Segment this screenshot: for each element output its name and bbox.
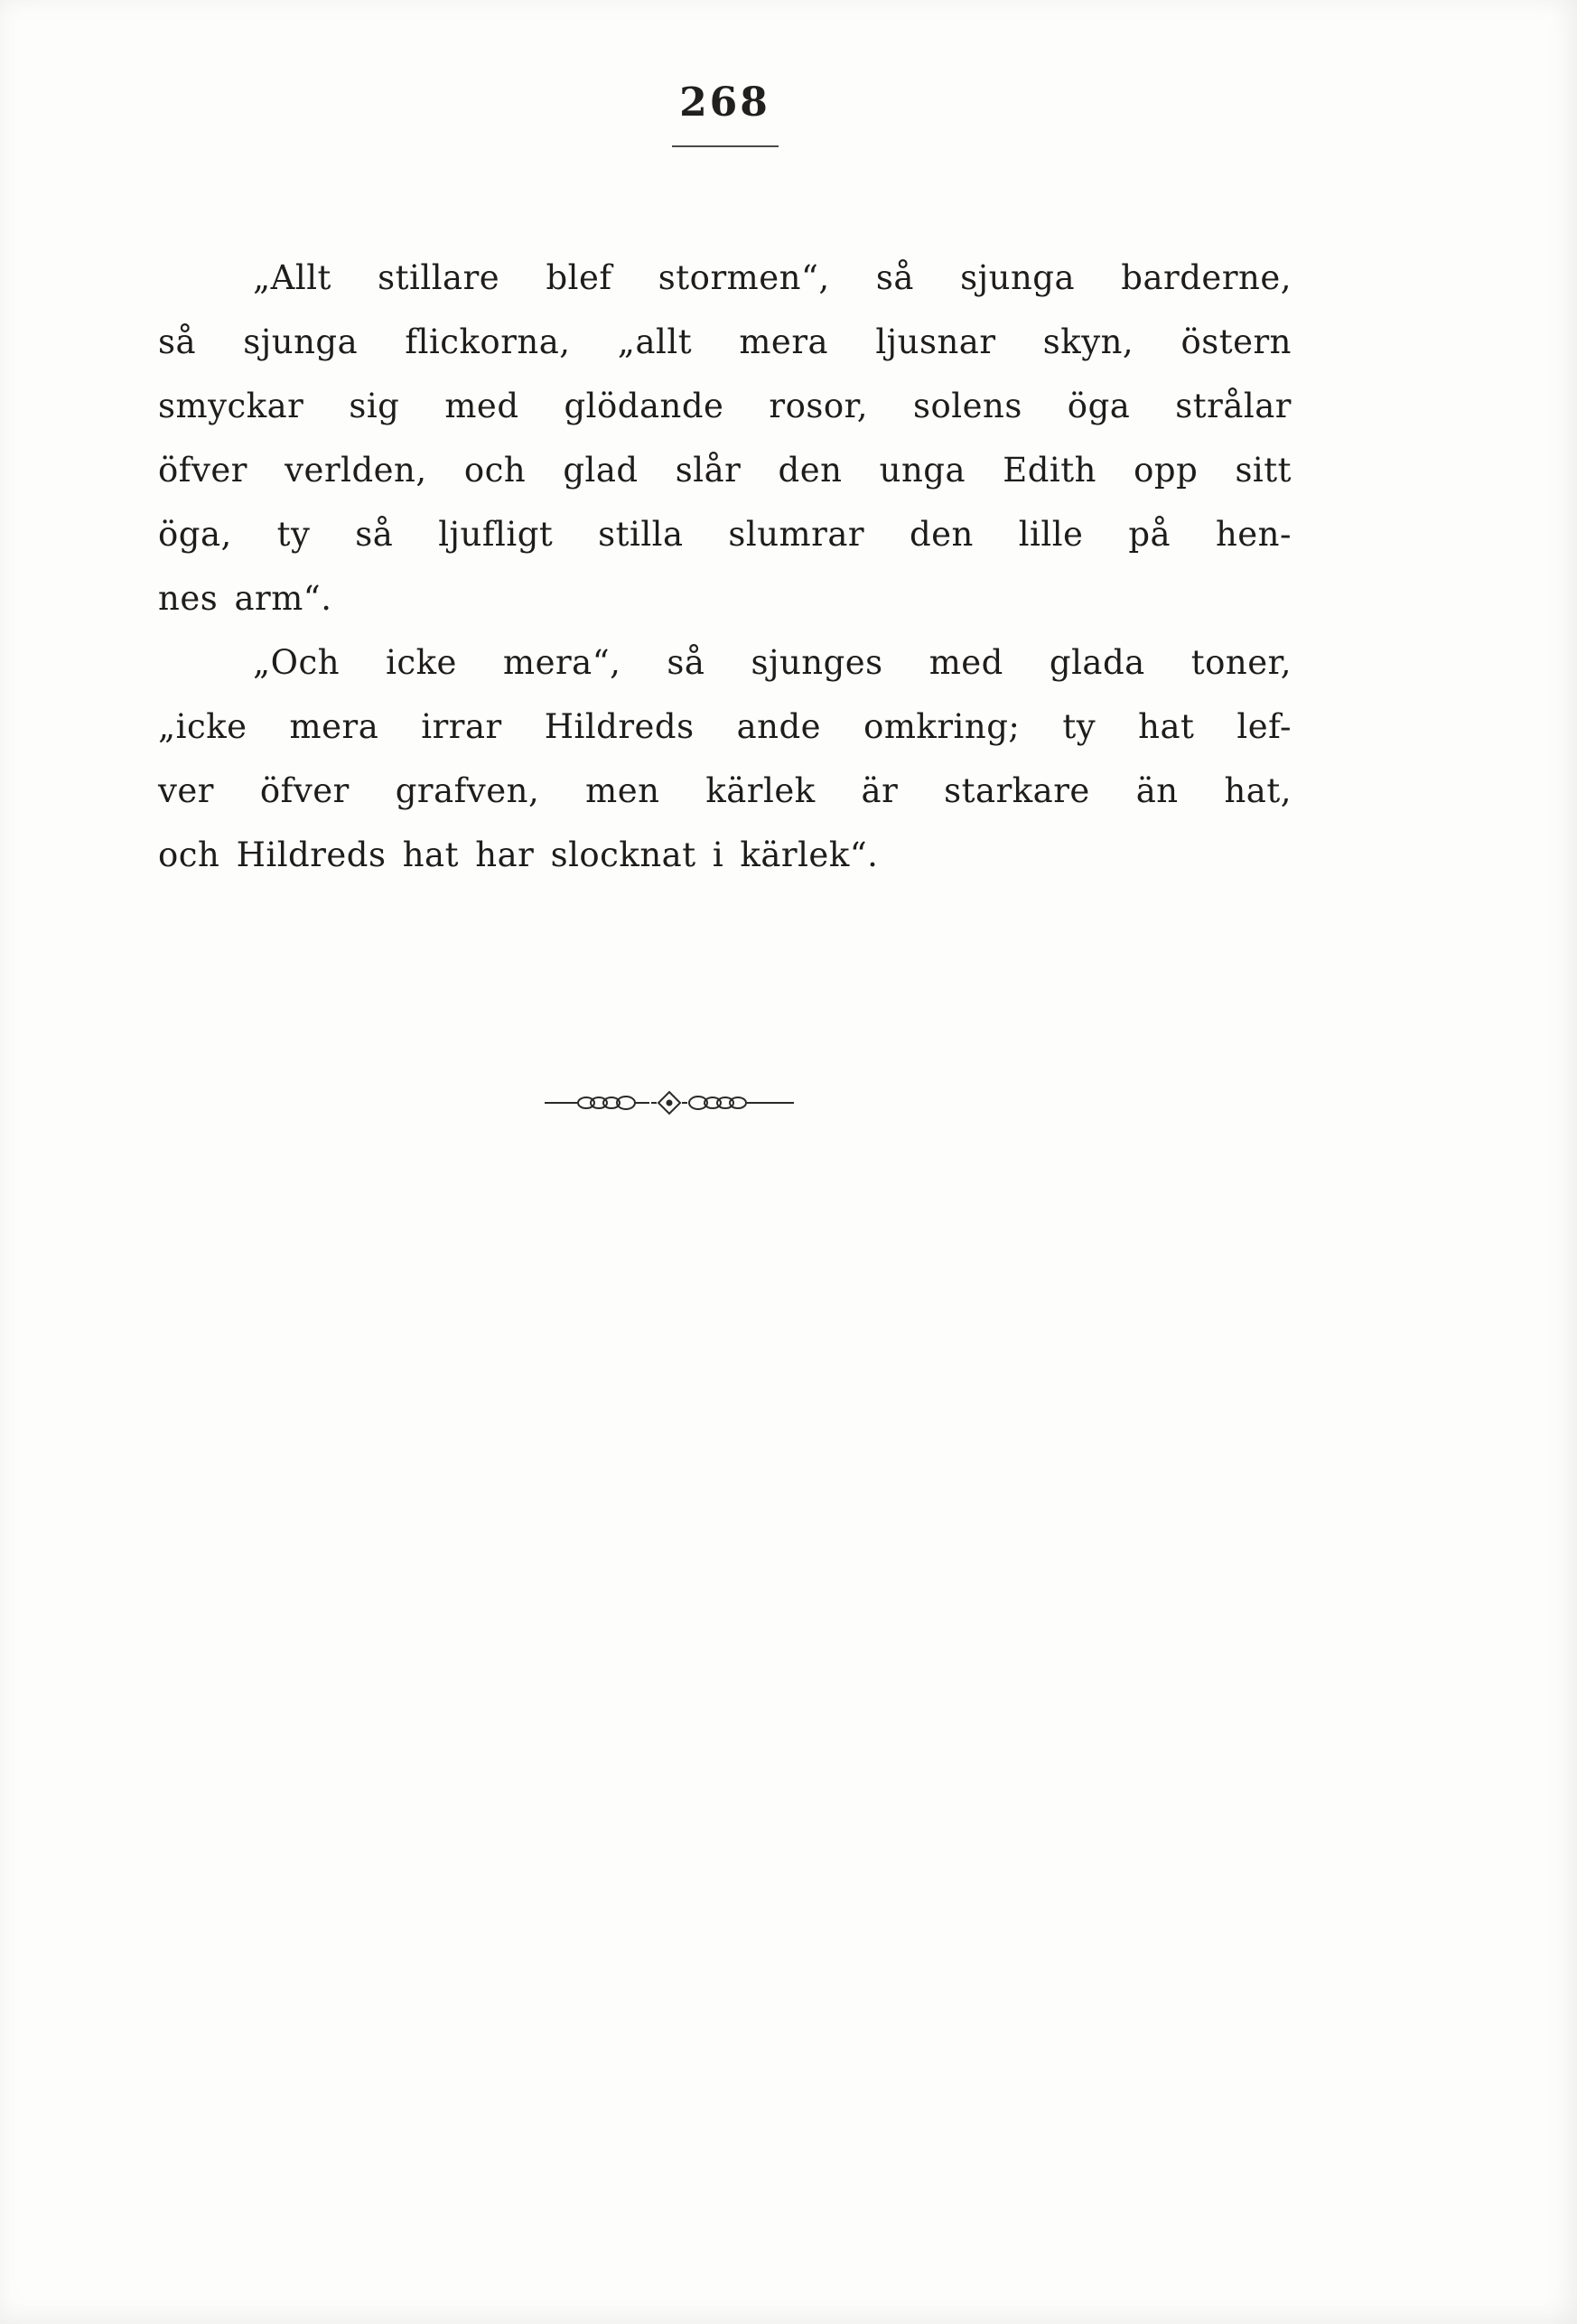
- text-line: nes arm“.: [158, 579, 332, 618]
- text-line: „Och icke mera“, så sjunges med glada toner,: [253, 643, 1292, 682]
- paragraph: [158, 246, 1292, 630]
- page-header: [158, 79, 1292, 147]
- text-line: öfver verlden, och glad slår den unga Edith opp sitt: [158, 451, 1292, 490]
- text-line: „icke mera irrar Hildreds ande omkring; ty hat lef-: [158, 707, 1292, 746]
- text-line: smyckar sig med glödande rosor, solens öga strålar: [158, 387, 1292, 425]
- text-line: ver öfver grafven, men kärlek är starkare än hat,: [158, 771, 1292, 810]
- scroll-chain-ornament-icon: [543, 1083, 796, 1123]
- text-line: och Hildreds hat har slocknat i kärlek“.: [158, 835, 879, 874]
- paragraph: [158, 630, 1292, 887]
- page-number-rule: [672, 145, 779, 147]
- text-block: [158, 246, 1292, 1132]
- divider-ornament: [102, 1068, 1236, 1132]
- text-line: „Allt stillare blef stormen“, så sjunga barderne,: [253, 258, 1292, 297]
- text-line: öga, ty så ljufligt stilla slumrar den lille på hen-: [158, 515, 1292, 554]
- page-number: 268: [679, 79, 770, 126]
- text-line: så sjunga flickorna, „allt mera ljusnar skyn, östern: [158, 322, 1292, 361]
